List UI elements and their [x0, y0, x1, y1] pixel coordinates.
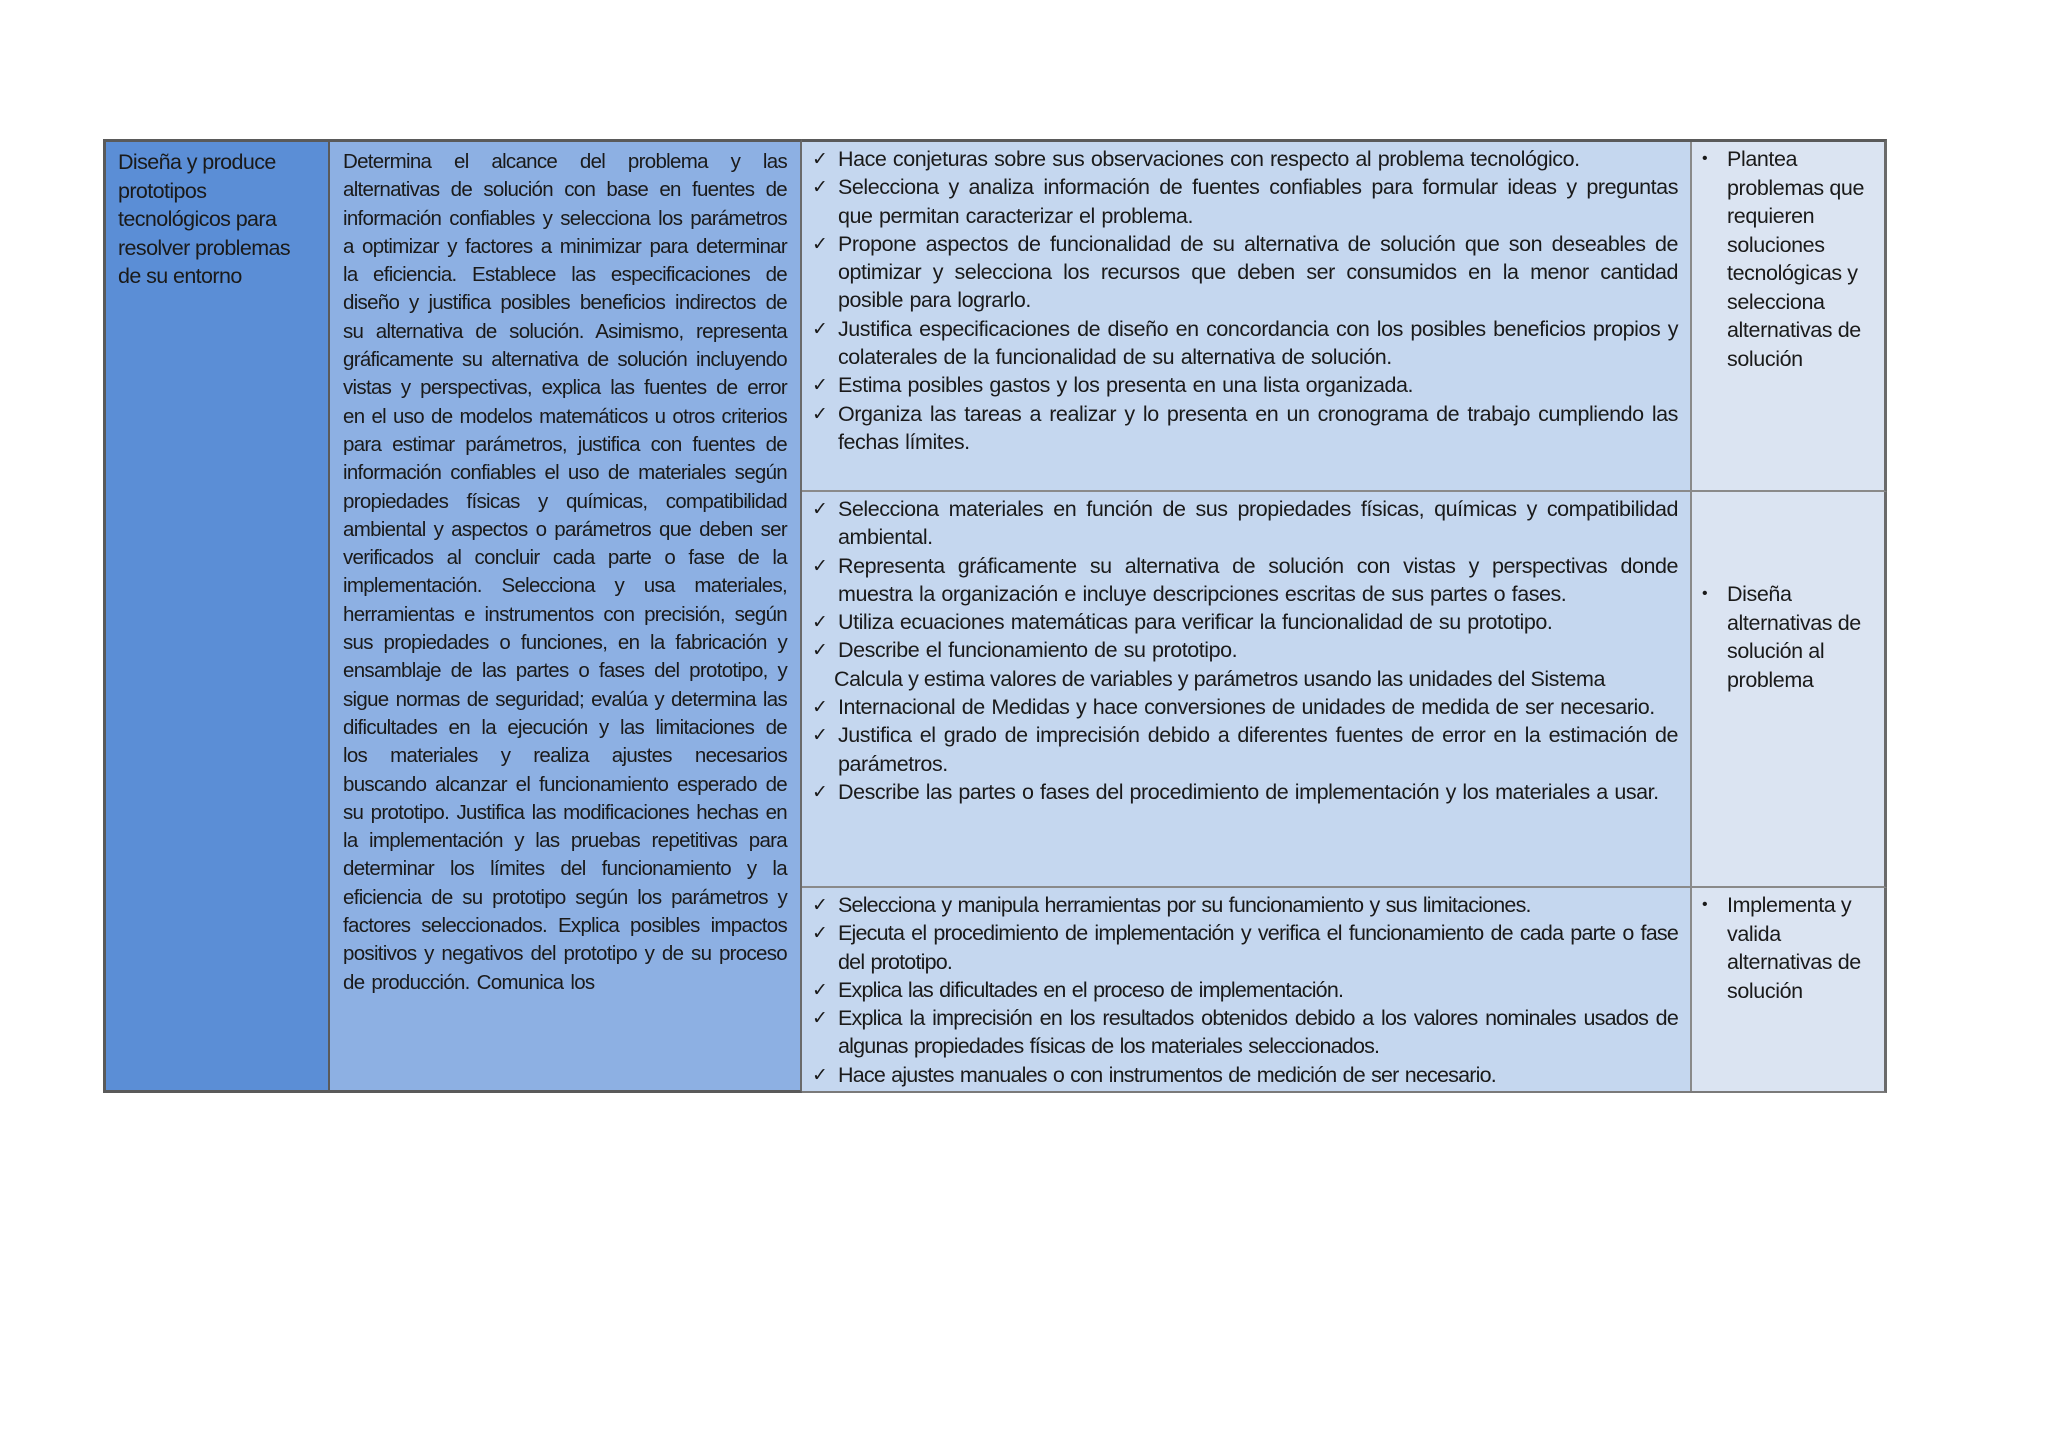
checkmark-icon: ✓: [812, 639, 828, 662]
checkmark-icon: ✓: [812, 402, 828, 425]
competency-text: Diseña y produce prototipos tecnológicos para resolver problemas de su entorno: [118, 150, 291, 288]
checkmark-icon: ✓: [812, 148, 828, 170]
indicator-continuation: Calcula y estima valores de variables y parámetros usando las unidades del Sistema: [834, 666, 1605, 691]
description-cell: [330, 139, 802, 1093]
checkmark-icon: ✓: [812, 724, 828, 747]
checkmark-icon: ✓: [812, 978, 828, 1001]
competency-table: [103, 139, 1887, 1093]
checkmark-icon: ✓: [812, 780, 828, 803]
table-row: [802, 492, 1887, 888]
checkmark-icon: ✓: [812, 498, 828, 520]
checkmark-icon: ✓: [812, 176, 828, 199]
bullet-icon: •: [1702, 896, 1708, 913]
indicator-item: ✓ Selecciona materiales en función de sus propiedades físicas, químicas y compatibilidad ambiental.: [812, 497, 1678, 550]
indicator-item: ✓ Justifica especificaciones de diseño en concordancia con los posibles beneficios propios y colaterales de la funcionalidad de su alternativa de solución.: [812, 316, 1678, 370]
indicator-item: ✓ Selecciona y analiza información de fuentes confiables para formular ideas y preguntas que permitan caracterizar el problema.: [812, 175, 1678, 228]
capacity-item: • Diseña alternativas de solución al problema: [1702, 582, 1861, 692]
indicator-item: ✓ Hace ajustes manuales o con instrumentos de medición de ser necesario.: [812, 1061, 1678, 1089]
indicator-item: ✓ Explica la imprecisión en los resultados obtenidos debido a los valores nominales usados de algunas propiedades físicas de los materiales seleccionados.: [812, 1006, 1678, 1059]
indicator-item: ✓ Organiza las tareas a realizar y lo presenta en un cronograma de trabajo cumpliendo las fechas límites.: [812, 401, 1678, 454]
capacity-item: • Implementa y valida alternativas de solución: [1702, 893, 1861, 1003]
description-text: Determina el alcance del problema y las alternativas de solución con base en fuentes de información confiables y selecciona los parámetros a optimizar y factores a minimizar para determinar la eficiencia. Establece las especificaciones de diseño y justifica posibles beneficios indirectos de su alternativa de solución. Asimismo, representa gráficamente su alternativa de solución incluyendo vistas y perspectivas, explica las fuentes de error en el uso de modelos matemáticos u otros criterios para estimar parámetros, justifica con fuentes de información confiables el uso de materiales según propiedades físicas y químicas, compatibilidad ambiental y aspectos o parámetros que deben ser verificados al concluir cada parte o fase de la implementación. Selecciona y usa materiales, herramientas e instrumentos con precisión, según sus propiedades o funciones, en la fabricación y ensamblaje de las partes o fases del prototipo, y sigue normas de seguridad; evalúa y determina las dificultades en la ejecución y las limitaciones de los materiales y realiza ajustes necesarios buscando alcanzar el funcionamiento esperado de su prototipo. Justifica las modificaciones hechas en la implementación y las pruebas repetitivas para determinar los límites del funcionamiento y la eficiencia de su prototipo según los parámetros y factores seleccionados. Explica posibles impactos positivos y negativos del prototipo y de su proceso de producción. Comunica los: [343, 150, 787, 994]
indicator-item: ✓ Internacional de Medidas y hace conversiones de unidades de medida de ser necesario.: [812, 693, 1678, 721]
bullet-icon: •: [1702, 585, 1708, 602]
indicators-cell: [802, 492, 1692, 886]
table-row: [802, 888, 1887, 1093]
checkmark-icon: ✓: [812, 232, 828, 255]
checkmark-icon: ✓: [812, 611, 828, 634]
checkmark-icon: ✓: [812, 374, 828, 397]
checkmark-icon: ✓: [812, 317, 828, 340]
capacity-cell: [1692, 492, 1884, 886]
competency-cell: [103, 139, 330, 1093]
indicator-item: ✓ Representa gráficamente su alternativa de solución con vistas y perspectivas donde muestra la organización e incluye descripciones escritas de sus partes o fases.: [812, 553, 1678, 606]
capacity-item: • Plantea problemas que requieren soluciones tecnológicas y selecciona alternativas de solución: [1702, 147, 1865, 371]
capacity-cell: [1692, 888, 1884, 1091]
indicator-item: ✓ Estima posibles gastos y los presenta en una lista organizada.: [812, 371, 1678, 399]
indicator-item: ✓ Ejecuta el procedimiento de implementación y verifica el funcionamiento de cada parte o fase del prototipo.: [812, 921, 1678, 974]
checkmark-icon: ✓: [812, 922, 828, 945]
indicator-item: ✓ Describe el funcionamiento de su prototipo.: [812, 636, 1678, 664]
checkmark-icon: ✓: [812, 696, 828, 719]
checkmark-icon: ✓: [812, 554, 828, 577]
indicator-item: ✓ Propone aspectos de funcionalidad de su alternativa de solución que son deseables de optimizar y selecciona los recursos que deben ser consumidos en la menor cantidad posible para lograrlo.: [812, 231, 1678, 313]
checkmark-icon: ✓: [812, 1063, 828, 1086]
indicator-item: ✓ Explica las dificultades en el proceso de implementación.: [812, 976, 1678, 1004]
indicators-cell: [802, 142, 1692, 490]
indicator-item: ✓ Hace conjeturas sobre sus observaciones con respecto al problema tecnológico.: [812, 145, 1678, 173]
indicator-item: ✓ Describe las partes o fases del procedimiento de implementación y los materiales a usar.: [812, 778, 1678, 806]
capacity-cell: [1692, 142, 1884, 490]
indicator-item: ✓ Justifica el grado de imprecisión debido a diferentes fuentes de error en la estimación de parámetros.: [812, 723, 1678, 776]
checkmark-icon: ✓: [812, 894, 828, 916]
indicators-cell: [802, 888, 1692, 1091]
indicator-item: ✓ Utiliza ecuaciones matemáticas para verificar la funcionalidad de su prototipo.: [812, 608, 1678, 636]
indicator-item: ✓ Selecciona y manipula herramientas por su funcionamiento y sus limitaciones.: [812, 891, 1678, 919]
checkmark-icon: ✓: [812, 1007, 828, 1030]
bullet-icon: •: [1702, 150, 1708, 167]
table-row: [802, 139, 1887, 492]
